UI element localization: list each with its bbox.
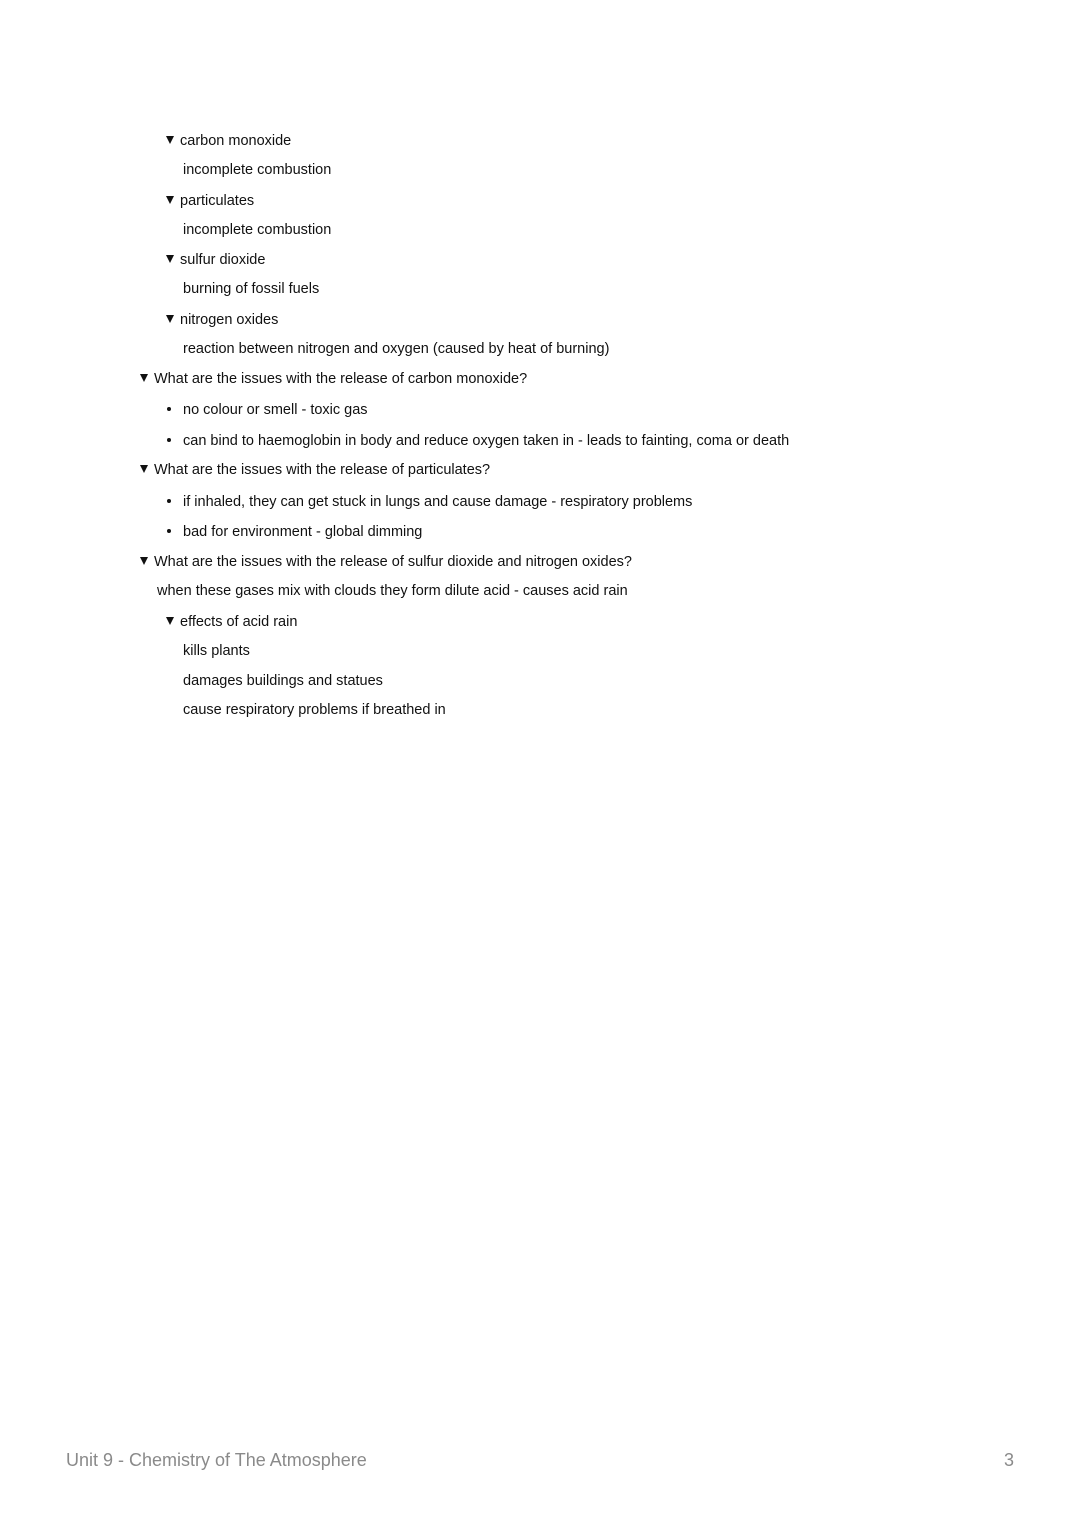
triangle-down-icon <box>166 196 174 204</box>
list-item-text: can bind to haemoglobin in body and reduce oxygen taken in - leads to fainting, coma or death <box>183 433 790 449</box>
bullet-icon <box>167 407 171 411</box>
toggle-content: kills plants <box>183 643 250 659</box>
toggle-label: effects of acid rain <box>180 614 298 630</box>
toggle-label: nitrogen oxides <box>180 312 279 328</box>
list-item <box>167 493 692 511</box>
toggle-content: burning of fossil fuels <box>183 281 320 297</box>
toggle-content: cause respiratory problems if breathed in <box>183 702 446 718</box>
toggle-label: What are the issues with the release of carbon monoxide? <box>154 371 528 387</box>
footer-title: Unit 9 - Chemistry of The Atmosphere <box>66 1450 367 1470</box>
toggle-question-carbon-monoxide[interactable] <box>140 370 527 388</box>
toggle-label: What are the issues with the release of sulfur dioxide and nitrogen oxides? <box>154 554 632 570</box>
triangle-down-icon <box>166 315 174 323</box>
list-item-text: no colour or smell - toxic gas <box>183 402 368 418</box>
page-number: 3 <box>1004 1450 1015 1470</box>
toggle-content: damages buildings and statues <box>183 673 383 689</box>
toggle-content: reaction between nitrogen and oxygen (caused by heat of burning) <box>183 341 610 357</box>
toggle-question-acid-rain[interactable] <box>140 553 632 571</box>
toggle-nitrogen-oxides[interactable] <box>166 311 278 329</box>
triangle-down-icon <box>166 136 174 144</box>
toggle-content: incomplete combustion <box>183 222 332 238</box>
list-item-text: if inhaled, they can get stuck in lungs and cause damage - respiratory problems <box>183 494 693 510</box>
list-item <box>167 523 422 541</box>
toggle-content: when these gases mix with clouds they form dilute acid - causes acid rain <box>157 583 628 599</box>
toggle-carbon-monoxide[interactable] <box>166 132 291 150</box>
list-item-text: bad for environment - global dimming <box>183 524 423 540</box>
toggle-question-particulates[interactable] <box>140 461 490 479</box>
triangle-down-icon <box>140 465 148 473</box>
toggle-label: What are the issues with the release of particulates? <box>154 462 491 478</box>
list-item <box>167 432 789 450</box>
bullet-icon <box>167 438 171 442</box>
toggle-label: sulfur dioxide <box>180 252 266 268</box>
toggle-content: incomplete combustion <box>183 162 332 178</box>
triangle-down-icon <box>140 374 148 382</box>
toggle-label: particulates <box>180 193 255 209</box>
list-item <box>167 401 368 419</box>
bullet-icon <box>167 499 171 503</box>
triangle-down-icon <box>166 617 174 625</box>
triangle-down-icon <box>140 557 148 565</box>
toggle-label: carbon monoxide <box>180 133 292 149</box>
toggle-sulfur-dioxide[interactable] <box>166 251 265 269</box>
toggle-effects-of-acid-rain[interactable] <box>166 613 297 631</box>
toggle-particulates[interactable] <box>166 192 254 210</box>
triangle-down-icon <box>166 255 174 263</box>
bullet-icon <box>167 529 171 533</box>
